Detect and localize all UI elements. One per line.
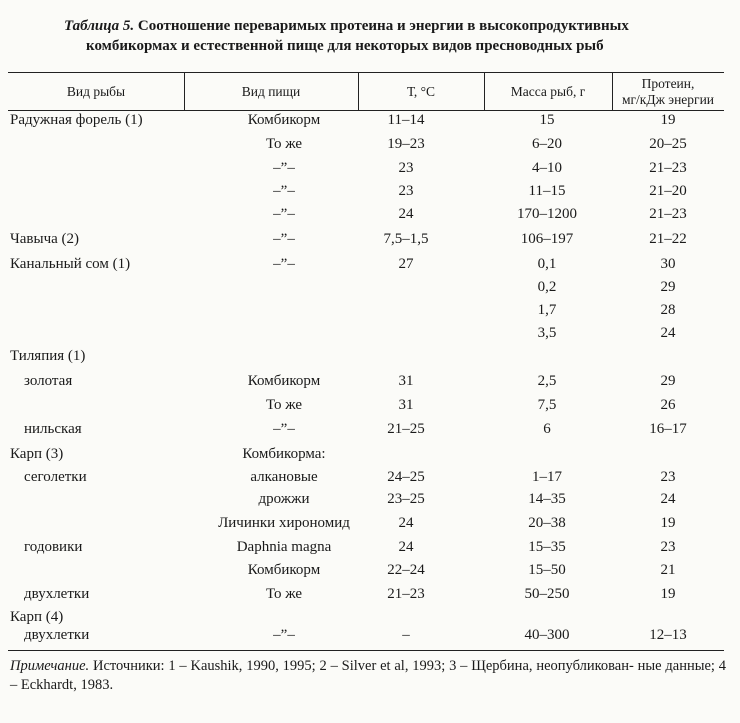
temp-cell: 23–25 <box>387 491 425 507</box>
protein-cell: 30 <box>660 256 676 272</box>
caption-line-1: Соотношение переваримых протеина и энергии в высокопродуктивных <box>137 18 629 34</box>
mass-cell: 6–20 <box>532 136 562 152</box>
mass-cell: 3,5 <box>537 325 557 341</box>
protein-cell: 21 <box>660 562 676 578</box>
temp-cell: 22–24 <box>387 562 425 578</box>
mass-cell: 20–38 <box>528 515 566 531</box>
food-cell: –”– <box>273 206 295 222</box>
food-cell: То же <box>265 136 303 152</box>
fish-cell: Карп (3) <box>10 446 64 462</box>
temp-cell: 27 <box>398 256 414 272</box>
protein-cell: 24 <box>660 325 676 341</box>
protein-cell: 23 <box>660 539 676 555</box>
fish-cell: годовики <box>24 539 83 555</box>
mass-cell: 15 <box>539 112 555 128</box>
food-cell: –”– <box>273 231 295 247</box>
table-note <box>10 657 726 695</box>
temp-cell: 24–25 <box>387 469 425 485</box>
fish-cell: двухлетки <box>24 586 90 602</box>
mass-cell: 15–50 <box>528 562 566 578</box>
protein-cell: 21–20 <box>649 183 687 199</box>
fish-cell: Тиляпия (1) <box>10 348 86 364</box>
food-cell: –”– <box>273 256 295 272</box>
protein-cell: 16–17 <box>649 421 687 437</box>
food-cell: –”– <box>273 183 295 199</box>
protein-cell: 24 <box>660 491 676 507</box>
fish-cell: Канальный сом (1) <box>10 256 131 272</box>
note-label: Примечание. <box>10 658 90 674</box>
fish-cell: нильская <box>24 421 82 437</box>
protein-cell: 26 <box>660 397 676 413</box>
mass-cell: 4–10 <box>532 160 562 176</box>
header-protein-line-1: Протеин, <box>641 76 695 91</box>
protein-cell: 28 <box>660 302 676 318</box>
mass-cell: 11–15 <box>528 183 566 199</box>
fish-cell: Карп (4) <box>10 609 64 625</box>
caption-line-2: комбикормах и естественной пище для некоторых видов пресноводных рыб <box>86 38 604 54</box>
table-bottom-rule <box>8 650 724 651</box>
temp-cell: 31 <box>398 397 414 413</box>
temp-cell: 7,5–1,5 <box>383 231 429 247</box>
food-cell: Комбикорм <box>247 373 321 389</box>
food-cell: –”– <box>273 627 295 643</box>
protein-cell: 29 <box>660 373 676 389</box>
temp-cell: 31 <box>398 373 414 389</box>
food-cell: То же <box>265 397 303 413</box>
fish-cell: сеголетки <box>24 469 87 485</box>
protein-cell: 20–25 <box>649 136 687 152</box>
fish-cell: двухлетки <box>24 627 90 643</box>
header-food: Вид пищи <box>241 84 301 99</box>
temp-cell: 24 <box>398 515 414 531</box>
food-cell: –”– <box>273 421 295 437</box>
note-line-1: Источники: 1 – Kaushik, 1990, 1995; 2 – Silver et al, 1993; 3 – Щербина, неопубликован- <box>92 658 634 674</box>
header-fish: Вид рыбы <box>66 84 126 99</box>
mass-cell: 1,7 <box>537 302 557 318</box>
caption-label: Таблица 5. <box>64 18 135 34</box>
food-cell: То же <box>265 586 303 602</box>
food-cell: Комбикорм <box>247 112 321 128</box>
food-cell: Комбикорм <box>247 562 321 578</box>
fish-cell: Радужная форель (1) <box>10 112 143 128</box>
food-cell: дрожжи <box>258 491 310 507</box>
mass-cell: 14–35 <box>528 491 566 507</box>
food-cell: алкановые <box>250 469 318 485</box>
protein-cell: 23 <box>660 469 676 485</box>
temp-cell: 11–14 <box>387 112 425 128</box>
temp-cell: 23 <box>398 160 414 176</box>
fish-cell: Чавыча (2) <box>10 231 80 247</box>
mass-cell: 15–35 <box>528 539 566 555</box>
temp-cell: 21–25 <box>387 421 425 437</box>
header-mass: Масса рыб, г <box>510 84 586 99</box>
mass-cell: 0,2 <box>537 279 557 295</box>
protein-cell: 12–13 <box>649 627 687 643</box>
temp-cell: – <box>402 627 410 643</box>
protein-cell: 29 <box>660 279 676 295</box>
food-cell: Комбикорма: <box>242 446 326 462</box>
header-protein <box>612 76 724 108</box>
mass-cell: 50–250 <box>524 586 570 602</box>
protein-cell: 19 <box>660 586 676 602</box>
protein-cell: 19 <box>660 112 676 128</box>
fish-cell: золотая <box>24 373 73 389</box>
mass-cell: 1–17 <box>532 469 562 485</box>
protein-cell: 21–23 <box>649 206 687 222</box>
food-cell: Личинки хирономид <box>218 515 350 531</box>
header-temp: Т, °С <box>406 84 436 99</box>
protein-cell: 21–22 <box>649 231 687 247</box>
protein-cell: 21–23 <box>649 160 687 176</box>
temp-cell: 23 <box>398 183 414 199</box>
table-caption <box>64 16 704 56</box>
note-line-2: ные данные; 4 – Eckhardt, 1983. <box>10 658 726 693</box>
food-cell: –”– <box>273 160 295 176</box>
header-protein-line-2: мг/кДж энергии <box>621 92 715 107</box>
table-top-rule <box>8 72 724 73</box>
temp-cell: 24 <box>398 539 414 555</box>
temp-cell: 19–23 <box>387 136 425 152</box>
mass-cell: 6 <box>543 421 551 437</box>
temp-cell: 24 <box>398 206 414 222</box>
mass-cell: 40–300 <box>524 627 570 643</box>
mass-cell: 7,5 <box>537 397 557 413</box>
mass-cell: 0,1 <box>537 256 557 272</box>
temp-cell: 21–23 <box>387 586 425 602</box>
protein-cell: 19 <box>660 515 676 531</box>
mass-cell: 106–197 <box>520 231 574 247</box>
mass-cell: 170–1200 <box>517 206 577 222</box>
food-cell: Daphnia magna <box>236 539 332 555</box>
mass-cell: 2,5 <box>537 373 557 389</box>
